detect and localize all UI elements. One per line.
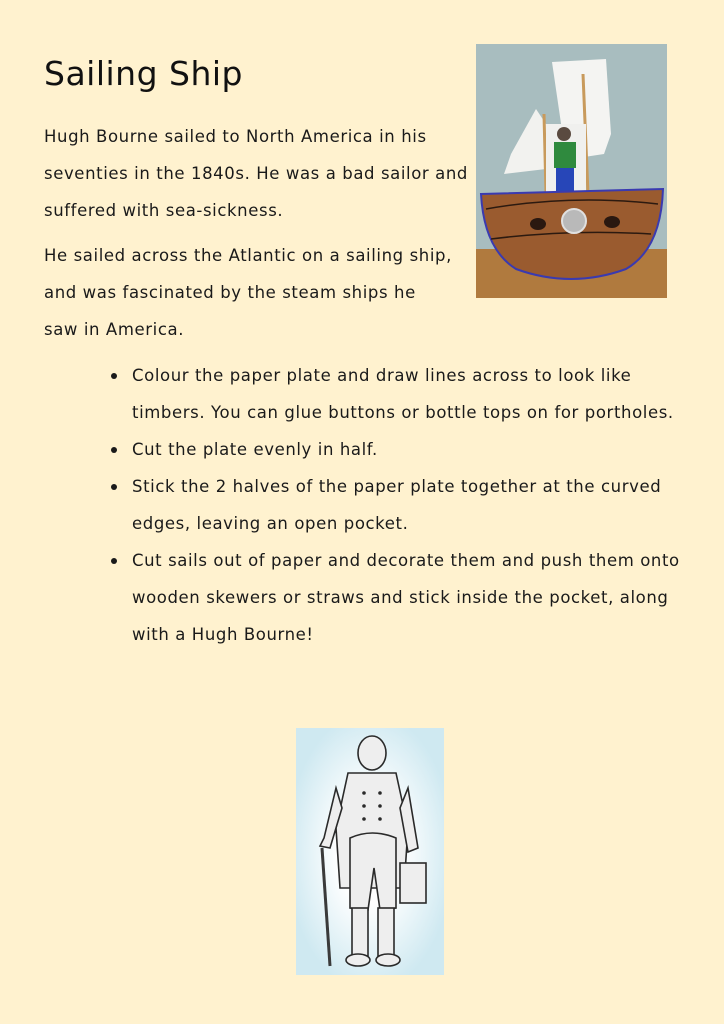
intro-paragraph-1: Hugh Bourne sailed to North America in his seventies in the 1840s. He was a bad sailor and suffered with sea-sickness. <box>44 127 469 220</box>
intro-paragraph-2: He sailed across the Atlantic on a sailing ship, and was fascinated by the steam ships he saw in America. <box>44 246 452 339</box>
paper-ship-illustration <box>476 44 667 298</box>
hugh-bourne-figure <box>296 728 444 975</box>
instruction-step-1: Colour the paper plate and draw lines across to look like timbers. You can glue buttons or bottle tops on for portholes. <box>105 357 680 431</box>
page-title: Sailing Ship <box>44 54 244 93</box>
instruction-step-2: Cut the plate evenly in half. <box>105 431 680 468</box>
instruction-step-4: Cut sails out of paper and decorate them and push them onto wooden skewers or straws and stick inside the pocket, along with a Hugh Bourne! <box>105 542 680 653</box>
instruction-list <box>105 357 680 653</box>
ship-photo <box>476 44 667 298</box>
man-with-cane-sketch <box>296 728 444 975</box>
instruction-step-3: Stick the 2 halves of the paper plate together at the curved edges, leaving an open pocket. <box>105 468 680 542</box>
